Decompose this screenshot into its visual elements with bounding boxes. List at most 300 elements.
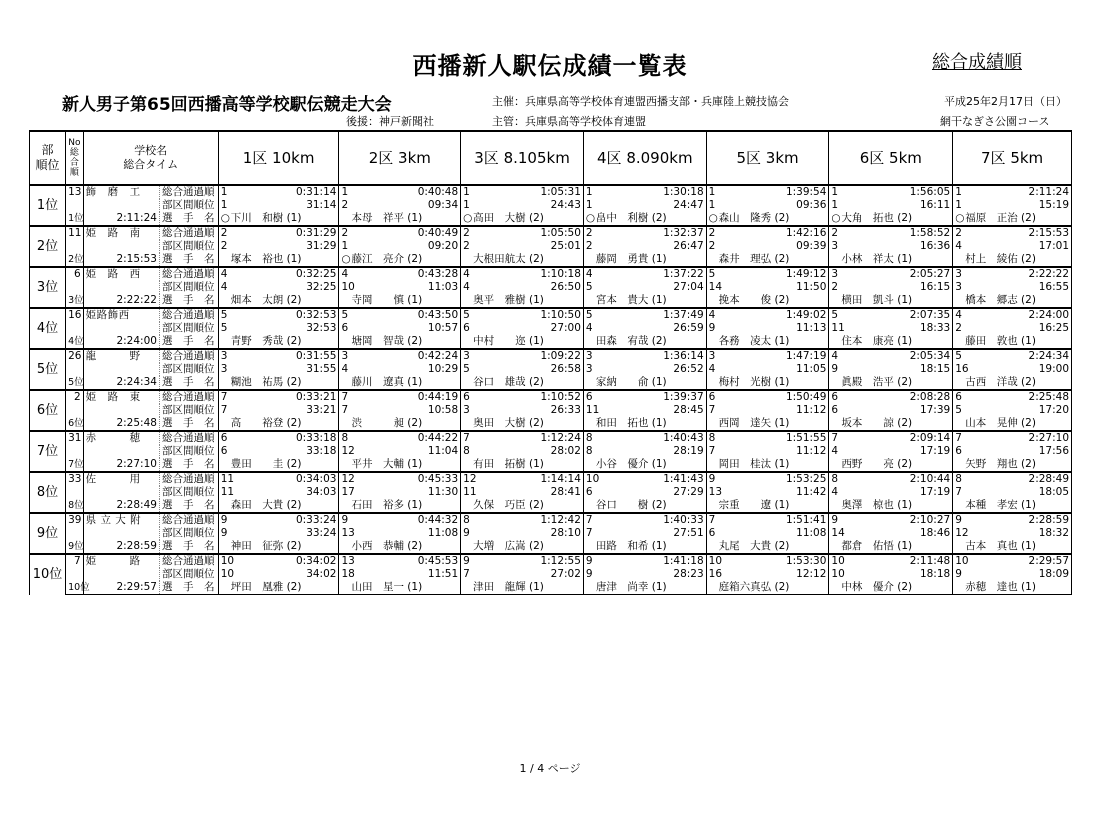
runner-name: 奥澤 椋也 (1) <box>841 499 913 511</box>
col-header-leg-5: 5区 3km <box>706 131 829 185</box>
leg-split-time: 26:50 <box>550 281 581 293</box>
leg-cumulative-rank: 9 <box>339 513 353 527</box>
runner-name: 矢野 翔也 (2) <box>965 458 1036 470</box>
runner-name: 下川 和樹 (1) <box>230 212 302 224</box>
runner-name: 大増 広嵩 (2) <box>473 540 544 552</box>
leg-runner <box>218 294 339 308</box>
leg-runner <box>461 294 584 308</box>
leg-split-rank: 1 <box>461 199 475 212</box>
leg-cumulative-rank: 13 <box>339 554 353 568</box>
runner-name: 畑本 太朗 (2) <box>230 294 302 306</box>
team-name: 飾 磨 工 <box>83 185 159 199</box>
row-label-runner: 選 手 名 <box>159 335 218 349</box>
runner-name: 塚本 裕也 (1) <box>230 253 302 265</box>
total-time: 2:27:10 <box>83 458 159 472</box>
leg-split-rank: 2 <box>461 240 475 253</box>
leg-runner <box>706 335 829 349</box>
leg-runner <box>218 581 339 595</box>
leg-cumulative-rank: 11 <box>218 472 232 486</box>
team-name: 佐 用 <box>83 472 159 486</box>
leg-cumulative-time: 0:45:53 <box>353 554 460 568</box>
table-row <box>30 199 1072 212</box>
runner-name: 唐津 尚幸 (1) <box>595 581 667 593</box>
leg-cumulative-time: 1:36:14 <box>598 349 706 363</box>
leg-split-rank: 12 <box>339 445 353 458</box>
leg-runner <box>461 581 584 595</box>
leg-runner <box>829 253 953 267</box>
runner-name: 森山 隆秀 (2) <box>718 212 790 224</box>
leg-split-time: 18:09 <box>967 568 1071 581</box>
total-time: 2:22:22 <box>83 294 159 308</box>
empty-cell <box>83 527 159 540</box>
leg-runner <box>461 253 584 267</box>
runner-name: 大根田航太 (2) <box>473 253 544 265</box>
runner-name: 平井 大輔 (1) <box>351 458 423 470</box>
row-label-split: 部区間順位 <box>159 240 218 253</box>
leg-split-rank: 4 <box>829 445 843 458</box>
runner-name: 藤岡 勇貴 (1) <box>595 253 667 265</box>
leg-split-rank: 1 <box>583 199 597 212</box>
leg-split-rank: 1 <box>218 199 232 212</box>
leg-split-rank: 7 <box>706 445 720 458</box>
runner-name: 西野 亮 (2) <box>841 458 913 470</box>
empty-cell <box>66 363 84 376</box>
leg-cumulative-rank: 10 <box>218 554 232 568</box>
leg-cumulative-rank: 7 <box>706 513 720 527</box>
table-row <box>30 540 1072 554</box>
leg-cumulative-time: 2:09:14 <box>843 431 952 445</box>
table-row <box>30 281 1072 294</box>
table-row <box>30 226 1072 240</box>
leg-cumulative-rank: 4 <box>461 267 475 281</box>
team-number: 6 <box>66 267 84 281</box>
leg-split-rank: 9 <box>829 363 843 376</box>
sponsor-text: 主催：兵庫県高等学校体育連盟西播支部・兵庫陸上競技協会 <box>492 95 789 108</box>
leg-split-time: 26:52 <box>673 363 704 375</box>
leg-runner <box>583 417 706 431</box>
leg-cumulative-time: 1:53:30 <box>721 554 829 568</box>
leg-runner <box>829 417 953 431</box>
team-rank: 3位 <box>30 267 66 308</box>
empty-cell <box>83 568 159 581</box>
leg-split-time: 24:43 <box>550 199 581 211</box>
leg-cumulative-rank: 6 <box>218 431 232 445</box>
leg-cumulative-time: 2:11:24 <box>967 185 1071 199</box>
leg-cumulative-time: 1:37:22 <box>598 267 706 281</box>
leg-runner <box>461 376 584 390</box>
leg-runner <box>218 212 339 226</box>
runner-name: 福原 正治 (2) <box>965 212 1036 224</box>
team-number: 26 <box>66 349 84 363</box>
leg-split-rank: 4 <box>953 240 967 253</box>
leg-split-rank: 5 <box>461 363 475 376</box>
leg-cumulative-rank: 9 <box>953 513 967 527</box>
leg-split-time: 15:19 <box>967 199 1071 212</box>
leg-cumulative-time: 2:22:22 <box>967 267 1071 281</box>
leg-cumulative-time: 2:08:28 <box>843 390 952 404</box>
team-rank: 9位 <box>30 513 66 554</box>
row-label-split: 部区間順位 <box>159 568 218 581</box>
leg-cumulative-rank: 3 <box>339 349 353 363</box>
leg-split-rank: 3 <box>829 240 843 253</box>
section-record-mark: ○ <box>463 212 473 224</box>
runner-name: 渋 昶 (2) <box>351 417 423 429</box>
row-label-split: 部区間順位 <box>159 486 218 499</box>
leg-split-time: 18:33 <box>919 322 951 334</box>
overall-rank: 5位 <box>66 376 84 390</box>
leg-cumulative-time: 2:05:27 <box>843 267 952 281</box>
leg-cumulative-time: 0:32:53 <box>233 308 339 322</box>
leg-split-time: 27:02 <box>550 568 581 580</box>
leg-split-time: 27:00 <box>550 322 581 334</box>
manager-text: 主管：兵庫県高等学校体育連盟 <box>492 115 646 128</box>
leg-cumulative-time: 0:34:03 <box>233 472 339 486</box>
leg-cumulative-rank: 9 <box>706 472 720 486</box>
runner-name: 村上 綾佑 (2) <box>965 253 1036 265</box>
leg-cumulative-rank: 8 <box>339 431 353 445</box>
team-rank: 7位 <box>30 431 66 472</box>
leg-cumulative-time: 1:50:49 <box>721 390 829 404</box>
row-label-cumulative: 総合通過順 <box>159 349 218 363</box>
leg-runner <box>706 294 829 308</box>
leg-cumulative-rank: 7 <box>339 390 353 404</box>
team-name: 姫 路 <box>83 554 159 568</box>
total-time: 2:29:57 <box>83 581 159 595</box>
leg-split-rank: 3 <box>953 281 967 294</box>
leg-cumulative-time: 2:15:53 <box>967 226 1071 240</box>
runner-name: 森井 理弘 (2) <box>718 253 790 265</box>
leg-split-rank: 9 <box>953 568 967 581</box>
table-row <box>30 212 1072 226</box>
overall-rank: 6位 <box>66 417 84 431</box>
leg-runner <box>706 499 829 513</box>
leg-split-rank: 1 <box>829 199 843 212</box>
leg-cumulative-rank: 10 <box>829 554 843 568</box>
leg-cumulative-time: 2:07:35 <box>843 308 952 322</box>
leg-cumulative-time: 1:49:12 <box>721 267 829 281</box>
leg-runner <box>706 458 829 472</box>
leg-split-rank: 13 <box>706 486 720 499</box>
leg-split-time: 25:01 <box>550 240 581 252</box>
leg-split-time: 09:39 <box>796 240 827 252</box>
leg-runner <box>339 212 461 226</box>
leg-cumulative-rank: 8 <box>953 472 967 486</box>
leg-cumulative-time: 1:41:43 <box>598 472 706 486</box>
runner-name: 寺岡 慎 (1) <box>351 294 423 306</box>
overall-rank: 9位 <box>66 540 84 554</box>
runner-name: 石田 裕多 (1) <box>351 499 423 511</box>
empty-cell <box>83 240 159 253</box>
leg-cumulative-time: 2:29:57 <box>967 554 1071 568</box>
leg-runner <box>461 458 584 472</box>
leg-split-time: 17:39 <box>919 404 951 416</box>
table-row <box>30 240 1072 253</box>
leg-split-time: 28:02 <box>550 445 581 457</box>
leg-split-rank: 6 <box>218 445 232 458</box>
total-time: 2:28:49 <box>83 499 159 513</box>
leg-cumulative-rank: 2 <box>829 226 843 240</box>
leg-runner <box>706 212 829 226</box>
leg-cumulative-time: 0:45:33 <box>353 472 460 486</box>
leg-split-time: 28:10 <box>550 527 581 539</box>
leg-cumulative-rank: 1 <box>706 185 720 199</box>
leg-cumulative-rank: 5 <box>583 308 597 322</box>
leg-split-time: 31:14 <box>306 199 337 211</box>
runner-name: 岡田 桂汰 (1) <box>718 458 790 470</box>
overall-rank: 1位 <box>66 212 84 226</box>
table-row <box>30 390 1072 404</box>
team-name: 赤 穂 <box>83 431 159 445</box>
team-number: 39 <box>66 513 84 527</box>
leg-split-time: 26:59 <box>673 322 704 334</box>
team-rank: 6位 <box>30 390 66 431</box>
runner-name: 古西 洋哉 (2) <box>965 376 1036 388</box>
leg-runner <box>953 540 1072 554</box>
leg-split-time: 11:50 <box>796 281 827 293</box>
runner-name: 久保 巧臣 (2) <box>473 499 544 511</box>
leg-cumulative-time: 1:51:41 <box>721 513 829 527</box>
leg-cumulative-time: 1:37:49 <box>598 308 706 322</box>
leg-runner <box>339 376 461 390</box>
leg-cumulative-rank: 2 <box>706 226 720 240</box>
leg-split-time: 11:12 <box>796 404 827 416</box>
leg-cumulative-rank: 3 <box>829 267 843 281</box>
table-row <box>30 267 1072 281</box>
team-name: 県 立 大 附 <box>83 513 159 527</box>
leg-cumulative-rank: 5 <box>461 308 475 322</box>
leg-cumulative-time: 1:56:05 <box>843 185 952 199</box>
header-row <box>30 131 1072 185</box>
leg-split-rank: 7 <box>218 404 232 417</box>
leg-split-time: 10:29 <box>427 363 459 375</box>
leg-split-time: 16:25 <box>967 322 1071 335</box>
leg-split-rank: 4 <box>829 486 843 499</box>
leg-cumulative-rank: 4 <box>583 267 597 281</box>
empty-cell <box>83 445 159 458</box>
leg-split-time: 11:08 <box>427 527 459 539</box>
leg-split-rank: 4 <box>583 322 597 335</box>
leg-split-time: 17:19 <box>919 445 951 457</box>
leg-cumulative-rank: 5 <box>706 267 720 281</box>
leg-split-time: 28:19 <box>673 445 704 457</box>
leg-cumulative-rank: 2 <box>218 226 232 240</box>
row-label-cumulative: 総合通過順 <box>159 267 218 281</box>
leg-cumulative-rank: 1 <box>461 185 475 199</box>
leg-cumulative-time: 1:42:16 <box>721 226 829 240</box>
leg-split-time: 18:18 <box>919 568 951 580</box>
col-header-leg-6: 6区 5km <box>829 131 953 185</box>
leg-runner <box>461 417 584 431</box>
leg-runner <box>706 540 829 554</box>
leg-runner <box>218 335 339 349</box>
leg-split-rank: 4 <box>218 281 232 294</box>
leg-runner <box>583 253 706 267</box>
col-header-leg-1: 1区 10km <box>218 131 339 185</box>
leg-cumulative-rank: 7 <box>953 431 967 445</box>
leg-cumulative-rank: 1 <box>829 185 843 199</box>
leg-split-time: 34:02 <box>306 568 337 580</box>
runner-name: 神田 征弥 (2) <box>230 540 302 552</box>
leg-split-time: 31:55 <box>306 363 337 375</box>
row-label-split: 部区間順位 <box>159 527 218 540</box>
runner-name: 谷口 雄哉 (2) <box>473 376 544 388</box>
leg-split-rank: 5 <box>218 322 232 335</box>
leg-split-rank: 4 <box>339 363 353 376</box>
col-header-leg-4: 4区 8.090km <box>583 131 706 185</box>
table-row <box>30 513 1072 527</box>
row-label-split: 部区間順位 <box>159 404 218 417</box>
runner-name: 古本 真也 (1) <box>965 540 1036 552</box>
leg-split-rank: 7 <box>461 568 475 581</box>
total-time: 2:24:34 <box>83 376 159 390</box>
leg-cumulative-time: 2:11:48 <box>843 554 952 568</box>
leg-cumulative-time: 0:44:22 <box>353 431 460 445</box>
table-row <box>30 349 1072 363</box>
runner-name: 宗重 遼 (1) <box>718 499 790 511</box>
leg-cumulative-time: 1:12:55 <box>475 554 583 568</box>
leg-cumulative-time: 0:33:21 <box>233 390 339 404</box>
leg-split-time: 11:03 <box>427 281 459 293</box>
leg-runner <box>829 212 953 226</box>
leg-split-rank: 16 <box>953 363 967 376</box>
leg-cumulative-time: 2:10:27 <box>843 513 952 527</box>
leg-cumulative-time: 2:28:59 <box>967 513 1071 527</box>
leg-split-rank: 18 <box>339 568 353 581</box>
leg-cumulative-rank: 7 <box>583 513 597 527</box>
row-label-cumulative: 総合通過順 <box>159 390 218 404</box>
leg-split-time: 09:34 <box>427 199 459 211</box>
leg-split-rank: 2 <box>339 199 353 212</box>
event-date: 平成25年2月17日（日） <box>944 95 1067 108</box>
leg-split-time: 17:01 <box>967 240 1071 253</box>
leg-runner <box>461 499 584 513</box>
leg-cumulative-time: 1:32:37 <box>598 226 706 240</box>
leg-split-time: 10:57 <box>427 322 459 334</box>
leg-runner <box>829 581 953 595</box>
course-name: 網干なぎさ公園コース <box>940 115 1050 128</box>
leg-cumulative-rank: 9 <box>218 513 232 527</box>
leg-split-time: 26:47 <box>673 240 704 252</box>
leg-split-rank: 9 <box>706 322 720 335</box>
leg-cumulative-rank: 9 <box>829 513 843 527</box>
team-rank: 5位 <box>30 349 66 390</box>
empty-cell <box>83 363 159 376</box>
total-time: 2:15:53 <box>83 253 159 267</box>
leg-cumulative-time: 1:10:52 <box>475 390 583 404</box>
leg-cumulative-time: 0:43:50 <box>353 308 460 322</box>
empty-cell <box>83 281 159 294</box>
overall-rank: 4位 <box>66 335 84 349</box>
leg-cumulative-rank: 8 <box>461 513 475 527</box>
leg-split-rank: 11 <box>218 486 232 499</box>
overall-rank: 10位 <box>66 581 84 595</box>
leg-split-rank: 4 <box>706 363 720 376</box>
leg-split-time: 18:15 <box>919 363 951 375</box>
runner-name: 畠中 利樹 (2) <box>595 212 667 224</box>
leg-cumulative-time: 1:41:18 <box>598 554 706 568</box>
empty-cell <box>66 199 84 212</box>
team-name: 姫 路 西 <box>83 267 159 281</box>
leg-cumulative-time: 2:10:44 <box>843 472 952 486</box>
team-name: 姫 路 南 <box>83 226 159 240</box>
leg-split-time: 18:05 <box>967 486 1071 499</box>
leg-cumulative-time: 0:33:18 <box>233 431 339 445</box>
leg-split-rank: 9 <box>218 527 232 540</box>
leg-split-rank: 6 <box>953 445 967 458</box>
runner-name: 中村 迩 (1) <box>473 335 544 347</box>
team-number: 2 <box>66 390 84 404</box>
leg-cumulative-time: 0:33:24 <box>233 513 339 527</box>
table-row <box>30 554 1072 568</box>
total-time: 2:25:48 <box>83 417 159 431</box>
team-rank: 1位 <box>30 185 66 226</box>
leg-cumulative-time: 0:40:49 <box>353 226 460 240</box>
leg-runner <box>218 540 339 554</box>
runner-name: 大角 拓也 (2) <box>841 212 913 224</box>
leg-runner <box>829 376 953 390</box>
leg-split-rank: 17 <box>339 486 353 499</box>
row-label-cumulative: 総合通過順 <box>159 554 218 568</box>
leg-cumulative-rank: 3 <box>706 349 720 363</box>
runner-name: 藤江 亮介 (2) <box>351 253 423 265</box>
leg-split-rank: 10 <box>218 568 232 581</box>
col-header-rank: 部 順位 <box>30 131 66 185</box>
row-label-cumulative: 総合通過順 <box>159 431 218 445</box>
runner-name: 糊池 祐馬 (2) <box>230 376 302 388</box>
leg-cumulative-time: 1:40:43 <box>598 431 706 445</box>
leg-split-rank: 8 <box>583 445 597 458</box>
leg-cumulative-rank: 1 <box>953 185 967 199</box>
leg-split-rank: 14 <box>706 281 720 294</box>
leg-cumulative-time: 1:09:22 <box>475 349 583 363</box>
leg-cumulative-time: 0:31:55 <box>233 349 339 363</box>
leg-split-rank: 7 <box>583 527 597 540</box>
page-title: 西播新人駅伝成績一覧表 <box>412 52 688 80</box>
table-row <box>30 431 1072 445</box>
leg-split-time: 11:05 <box>796 363 827 375</box>
table-row <box>30 253 1072 267</box>
team-number: 31 <box>66 431 84 445</box>
support-text: 後援：神戸新聞社 <box>346 115 434 128</box>
leg-cumulative-time: 1:51:55 <box>721 431 829 445</box>
leg-cumulative-time: 1:14:14 <box>475 472 583 486</box>
runner-name: 高 裕登 (2) <box>230 417 302 429</box>
row-label-runner: 選 手 名 <box>159 294 218 308</box>
leg-cumulative-time: 2:25:48 <box>967 390 1071 404</box>
leg-runner <box>339 581 461 595</box>
leg-runner <box>583 540 706 554</box>
row-label-runner: 選 手 名 <box>159 540 218 554</box>
team-number: 16 <box>66 308 84 322</box>
leg-split-rank: 7 <box>339 404 353 417</box>
leg-runner <box>461 212 584 226</box>
empty-cell <box>83 486 159 499</box>
runner-name: 小林 祥太 (1) <box>841 253 913 265</box>
leg-split-time: 18:46 <box>919 527 951 539</box>
runner-name: 梅村 光樹 (1) <box>718 376 790 388</box>
leg-split-time: 34:03 <box>306 486 337 498</box>
leg-split-time: 17:56 <box>967 445 1071 458</box>
empty-cell <box>66 240 84 253</box>
leg-split-rank: 5 <box>953 404 967 417</box>
leg-split-rank: 2 <box>583 240 597 253</box>
leg-runner <box>583 581 706 595</box>
runner-name: 谷口 樹 (2) <box>595 499 667 511</box>
leg-runner <box>218 499 339 513</box>
leg-runner <box>218 417 339 431</box>
table-row <box>30 417 1072 431</box>
runner-name: 家納 俞 (1) <box>595 376 667 388</box>
